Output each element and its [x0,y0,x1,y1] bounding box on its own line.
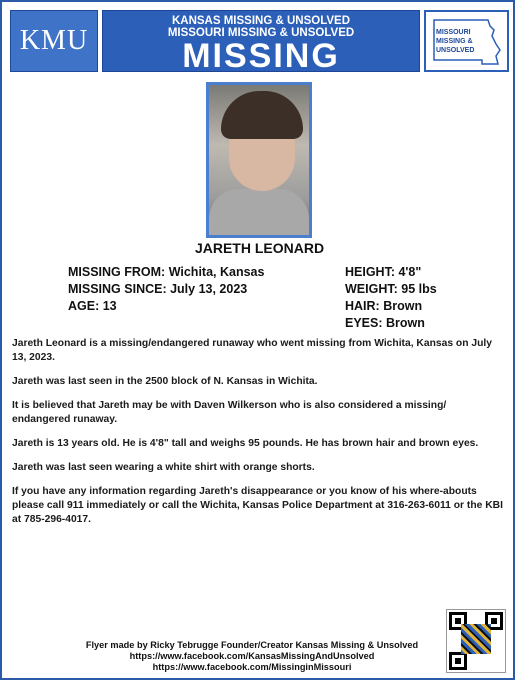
banner-line-kansas: KANSAS MISSING & UNSOLVED [171,15,351,27]
flyer-header [10,10,509,74]
paragraph: It is believed that Jareth may be with Daven Wilkerson who is also considered a missing/ endangered runaway. [12,400,447,425]
facebook-link-kansas[interactable]: https://www.facebook.com/KansasMissingAndUnsolved [129,651,375,661]
paragraph: If you have any information regarding Jareth's disappearance or you know of his where-abouts please call 911 immediately or call the Wichita, Kansas Police Department at 316-263-6011 or the KBI at 785-296-4017. [12,486,503,525]
facts-right [345,264,437,332]
flyer-footer [62,640,442,673]
missing-from: MISSING FROM: Wichita, Kansas [68,265,265,279]
missing-person-photo [206,82,312,238]
description [12,337,505,537]
height: HEIGHT: 4'8" [345,265,422,279]
missouri-logo [424,10,509,72]
credit-line: Flyer made by Ricky Tebrugge Founder/Creator Kansas Missing & Unsolved [85,640,419,650]
facts-left [68,264,264,315]
age: AGE: 13 [68,299,117,313]
eye-color: EYES: Brown [345,316,425,330]
kmu-logo-text: KMU [19,25,89,56]
banner-line-missouri: MISSOURI MISSING & UNSOLVED [167,27,355,39]
missing-banner [102,10,420,75]
paragraph: Jareth was last seen in the 2500 block of N. Kansas in Wichita. [12,376,318,387]
paragraph: Jareth was last seen wearing a white shirt with orange shorts. [12,462,315,473]
paragraph: Jareth Leonard is a missing/endangered runaway who went missing from Wichita, Kansas on July 13, 2023. [12,338,492,363]
paragraph: Jareth is 13 years old. He is 4'8" tall and weighs 95 pounds. He has brown hair and brown eyes. [12,438,479,449]
banner-title: MISSING [182,37,340,75]
missing-since: MISSING SINCE: July 13, 2023 [68,282,248,296]
hair-color: HAIR: Brown [345,299,423,313]
missouri-logo-text: MISSOURI MISSING & UNSOLVED [436,29,475,54]
qr-code-icon [446,609,506,673]
weight: WEIGHT: 95 lbs [345,282,437,296]
facebook-link-missouri[interactable]: https://www.facebook.com/MissinginMissouri [152,662,352,672]
person-name: JARETH LEONARD [194,240,325,256]
kmu-logo [10,10,98,72]
